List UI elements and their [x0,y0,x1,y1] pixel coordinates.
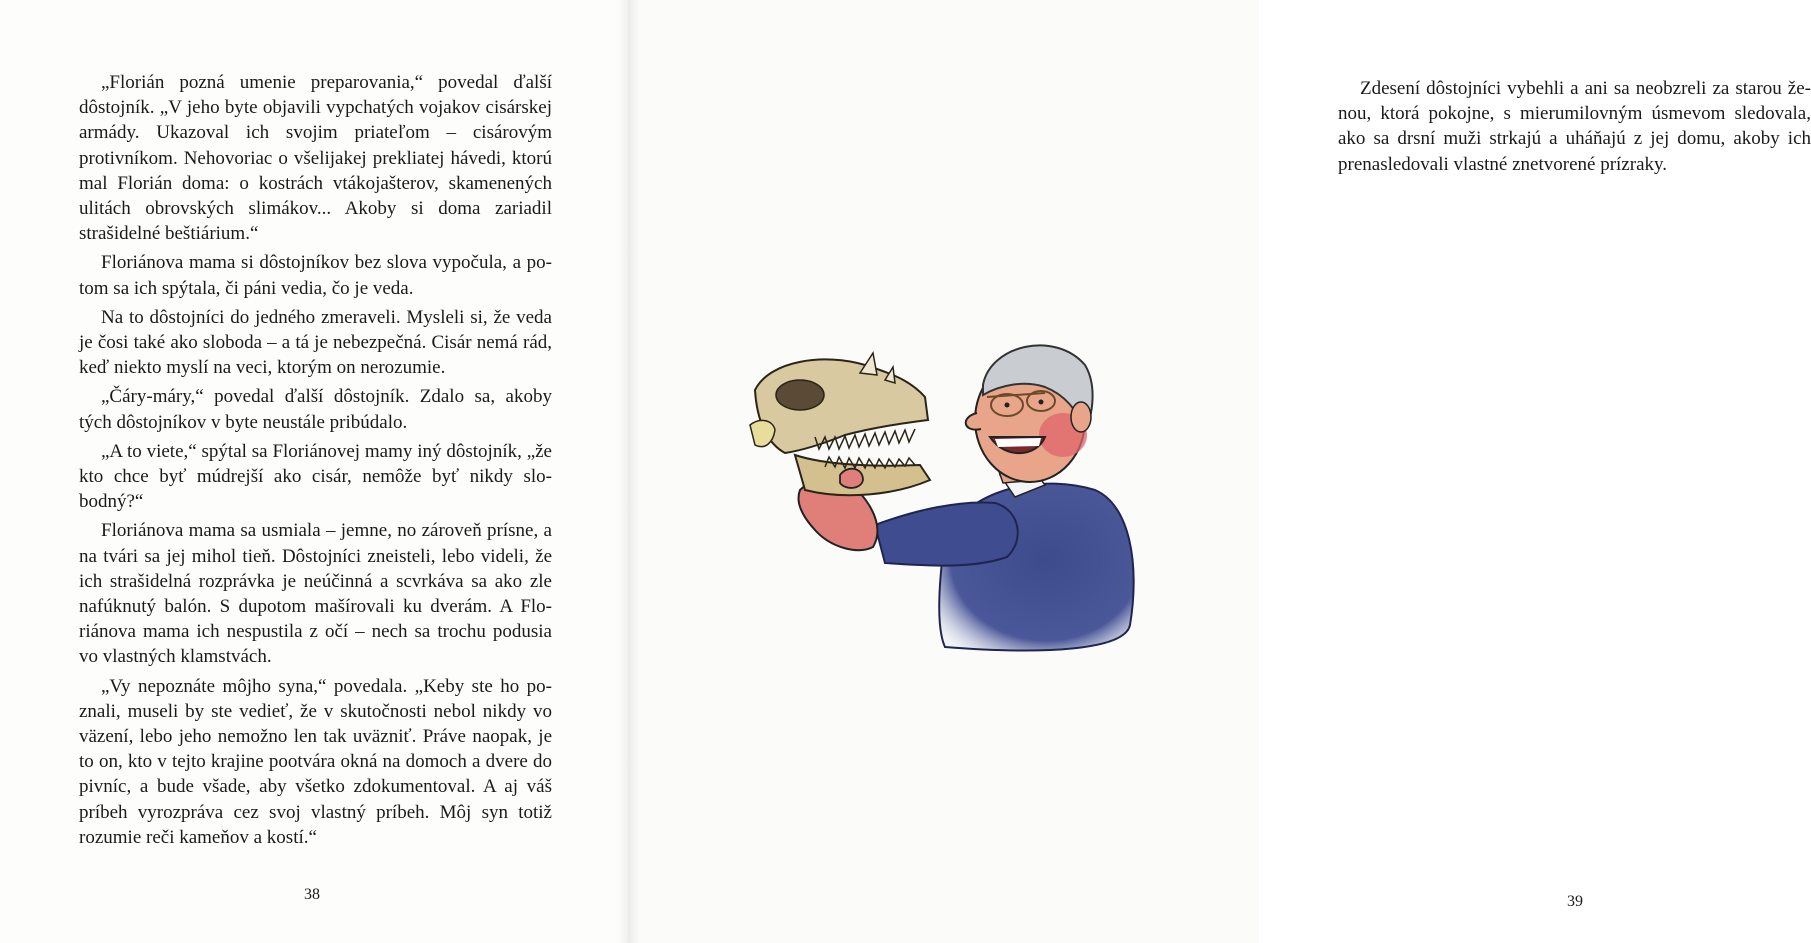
paragraph: Zdesení dôstojníci vybehli a ani sa neobzreli za starou ženou, ktorá pokojne, s mierumilovným úsmevom sledovala, ako sa drsní muži strkajú a uháňajú z jej domu, akoby ich prenasledovali vlastné znetvorené prízraky. [1338,78,1811,175]
right-page-text [1338,76,1811,181]
page-number-right: 39 [1567,893,1583,910]
page-number-left: 38 [304,886,320,903]
paragraph: Floriánova mama si dôstojníkov bez slova vypočula, a potom sa ich spýtala, či páni vedia, čo je veda. [79,252,552,299]
left-page-text [79,70,552,854]
paragraph: Floriánova mama sa usmiala – jemne, no zároveň prísne, a na tvári sa jej mihol tieň. Dôstojníci zneisteli, lebo videli, že ich strašidelná rozprávka je neúčinná a scvrkáva sa ako zle nafúknutý balón. S dupotom mašírovali ku dverám. A Floriánova mama ich nespustila z očí – nech sa trochu podusia vo vlastných klamstvách. [79,520,552,668]
left-page [0,0,629,943]
paragraph: „Čáry-máry,“ povedal ďalší dôstojník. Zdalo sa, akoby tých dôstojníkov v byte neustále pribúdalo. [79,386,552,433]
paragraph: „Florián pozná umenie preparovania,“ povedal ďalší dôstojník. „V jeho byte objavili vypchatých vojakov cisárskej armády. Ukazoval ich svojim priateľom – cisárovým protivníkom. Nehovoriac o všelijakej prekliatej hávedi, ktorú mal Florián doma: o kostrách vtákojašterov, skamenených ulitách obrovských slimákov... Akoby si doma zariadil strašidelné beštiárium.“ [79,72,552,245]
paragraph: „A to viete,“ spýtal sa Floriánovej mamy iný dôstojník, „že kto chce byť múdrejší ako cisár, nemôže byť nikdy slobodný?“ [79,440,552,513]
book-gutter [618,0,640,943]
jacket-arm [875,502,1018,565]
paragraph: „Vy nepoznáte môjho syna,“ povedala. „Keby ste ho poznali, museli by ste vedieť, že v skutočnosti nebol nikdy vo väzení, lebo jeho nemožno len tak uväzniť. Práve naopak, je to on, kto v tejto krajine pootvára okná na domoch a dvere do pivníc, a bude všade, aby všetko zdokumentoval. A aj váš príbeh vyrozpráva cez svoj vlastný príbeh. Môj syn totiž rozumie reči kameňov a kostí.“ [79,675,552,848]
paragraph: Na to dôstojníci do jedného zmeraveli. Mysleli si, že veda je čosi také ako sloboda – a tá je nebezpečná. Cisár nemá rád, keď niekto myslí na veci, ktorým on nerozumie. [79,306,552,379]
man-holding-dinosaur-skull-illustration [745,325,1145,665]
